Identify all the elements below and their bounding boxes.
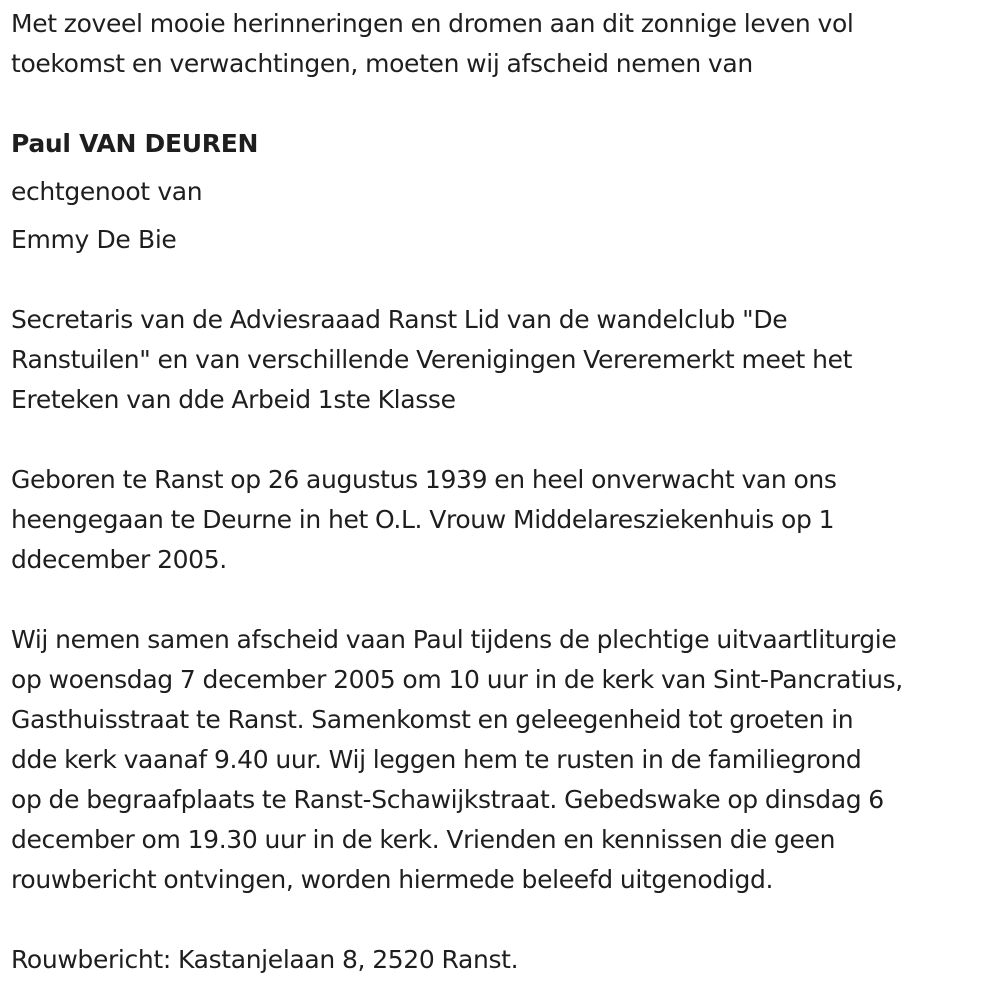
spacer	[11, 260, 996, 300]
birth-death-line: ddecember 2005.	[11, 545, 227, 574]
ceremony-line: rouwbericht ontvingen, worden hiermede beleefd uitgenodigd.	[11, 865, 774, 894]
roles-line: Secretaris van de Adviesraaad Ranst Lid van de wandelclub "De	[11, 305, 788, 334]
spacer	[11, 420, 996, 460]
spacer	[11, 164, 996, 172]
ceremony-paragraph	[11, 620, 996, 900]
intro-line: toekomst en verwachtingen, moeten wij afscheid nemen van	[11, 49, 753, 78]
deceased-name: Paul VAN DEUREN	[11, 129, 259, 158]
intro-line: Met zoveel mooie herinneringen en dromen aan dit zonnige leven vol	[11, 9, 854, 38]
spouse-name: Emmy De Bie	[11, 225, 177, 254]
spacer	[11, 84, 996, 124]
spacer	[11, 580, 996, 620]
intro-paragraph	[11, 4, 996, 84]
birth-death-line: Geboren te Ranst op 26 augustus 1939 en heel onverwacht van ons	[11, 465, 837, 494]
birth-death-paragraph	[11, 460, 996, 580]
ceremony-line: op woensdag 7 december 2005 om 10 uur in de kerk van Sint-Pancratius,	[11, 665, 903, 694]
relation-label: echtgenoot van	[11, 177, 203, 206]
roles-paragraph	[11, 300, 996, 420]
address-line: Rouwbericht: Kastanjelaan 8, 2520 Ranst.	[11, 945, 519, 974]
ceremony-line: Gasthuisstraat te Ranst. Samenkomst en geleegenheid tot groeten in	[11, 705, 854, 734]
birth-death-line: heengegaan te Deurne in het O.L. Vrouw Middelaresziekenhuis op 1	[11, 505, 835, 534]
ceremony-line: december om 19.30 uur in de kerk. Vrienden en kennissen die geen	[11, 825, 836, 854]
roles-line: Ranstuilen" en van verschillende Verenigingen Vereremerkt meet het	[11, 345, 853, 374]
ceremony-line: dde kerk vaanaf 9.40 uur. Wij leggen hem te rusten in de familiegrond	[11, 745, 862, 774]
roles-line: Ereteken van dde Arbeid 1ste Klasse	[11, 385, 456, 414]
spacer	[11, 212, 996, 220]
ceremony-line: Wij nemen samen afscheid vaan Paul tijdens de plechtige uitvaartliturgie	[11, 625, 897, 654]
obituary-document	[11, 4, 996, 980]
address-paragraph	[11, 940, 996, 980]
ceremony-line: op de begraafplaats te Ranst-Schawijkstraat. Gebedswake op dinsdag 6	[11, 785, 884, 814]
spacer	[11, 900, 996, 940]
